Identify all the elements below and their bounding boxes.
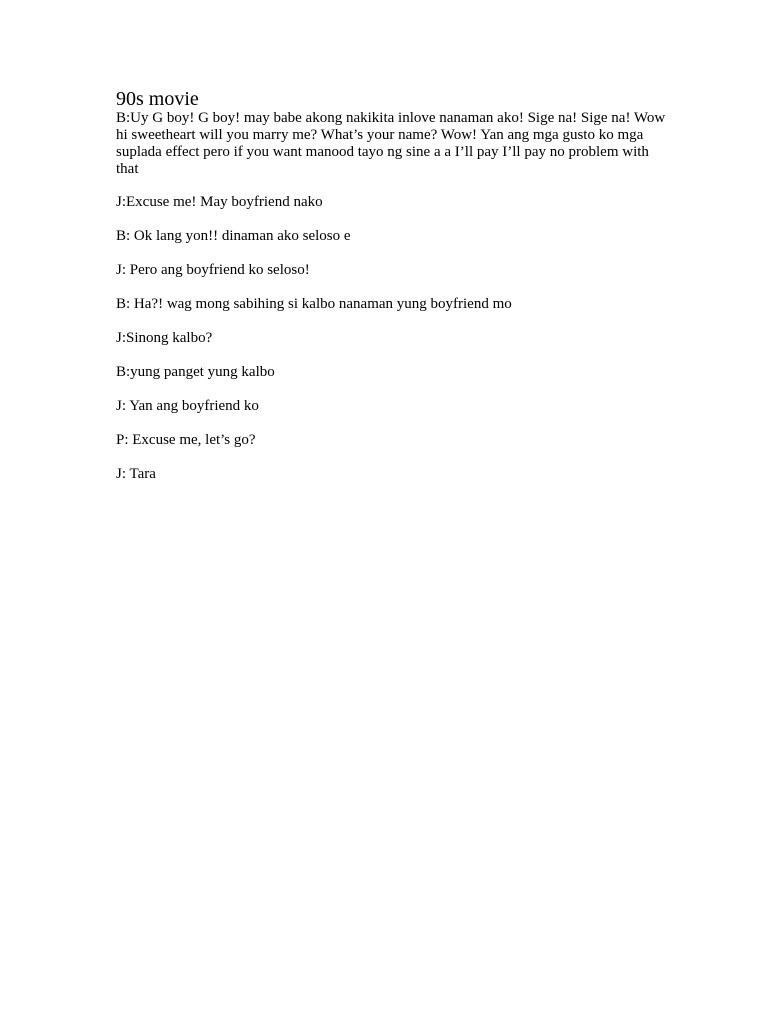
document-page <box>116 88 676 483</box>
document-title: 90s movie <box>116 88 199 110</box>
dialogue-line: B: Ok lang yon!! dinaman ako seloso e <box>116 228 351 244</box>
dialogue-line: J: Pero ang boyfriend ko seloso! <box>116 262 310 278</box>
dialogue-intro-paragraph: B:Uy G boy! G boy! may babe akong nakikita inlove nanaman ako! Sige na! Sige na! Wow hi sweetheart will you marry me? What’s your name? Wow! Yan ang mga gusto ko mga suplada effect pero if you want manood tayo ng sine a a I’ll pay I’ll pay no problem with that <box>116 110 666 177</box>
dialogue-line: J: Tara <box>116 466 156 482</box>
dialogue-line: B: Ha?! wag mong sabihing si kalbo nanaman yung boyfriend mo <box>116 296 512 312</box>
dialogue-line: B:yung panget yung kalbo <box>116 364 275 380</box>
dialogue-line: J: Yan ang boyfriend ko <box>116 398 259 414</box>
dialogue-line: P: Excuse me, let’s go? <box>116 432 256 448</box>
dialogue-line: J:Excuse me! May boyfriend nako <box>116 194 323 210</box>
dialogue-line: J:Sinong kalbo? <box>116 330 213 346</box>
